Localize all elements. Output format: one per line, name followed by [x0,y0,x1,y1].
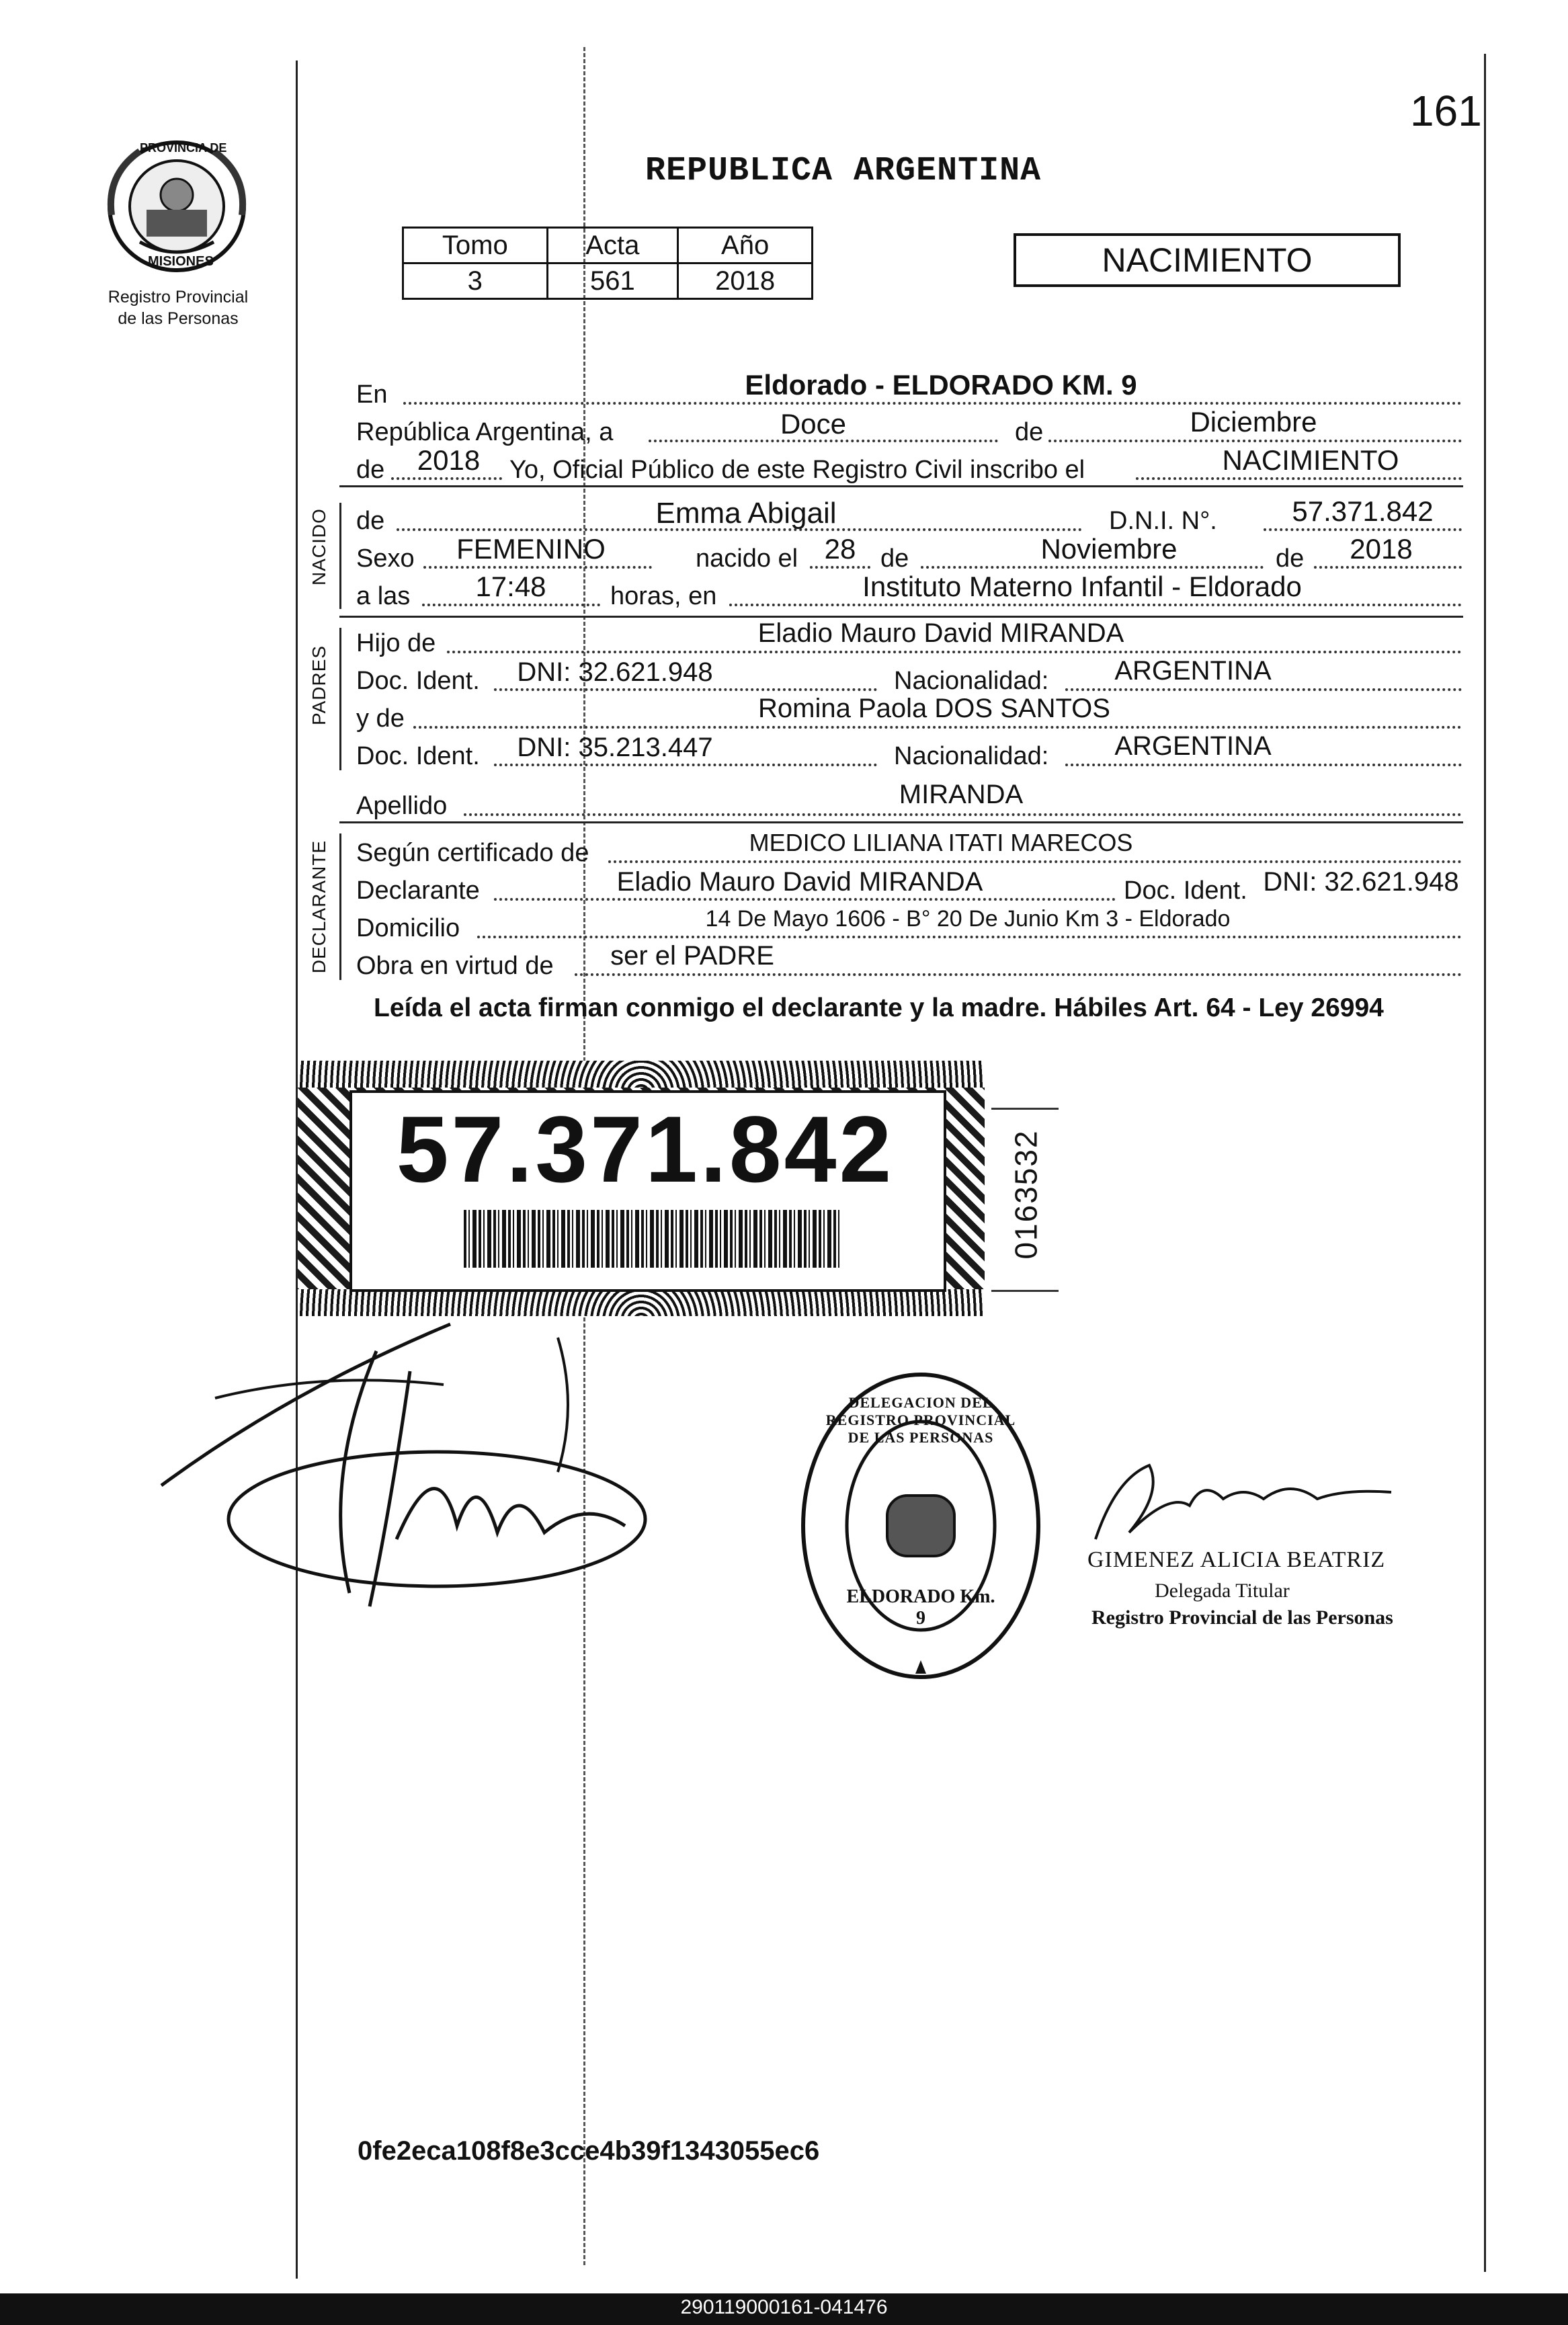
dni-number-large: 57.371.842 [396,1096,895,1202]
dots-mother [413,726,1462,729]
value-mother-nationality: ARGENTINA [1114,731,1272,761]
section-bar-declarante [339,833,341,980]
registry-name-line2: de las Personas [118,309,239,328]
record-type-box: NACIMIENTO [1014,233,1401,287]
label-de-name: de [356,507,385,535]
dots-address [477,936,1462,938]
stamp-inner-text: ELDORADO Km. 9 [846,1586,995,1629]
label-obra: Obra en virtud de [356,952,554,980]
dots-certificate [608,860,1462,863]
value-address: 14 De Mayo 1606 - B° 20 De Junio Km 3 - Eldorado [705,906,1231,932]
value-sex: FEMENINO [456,533,606,565]
label-segun: Según certificado de [356,839,589,867]
section-bar-nacido [339,503,341,609]
dots-sexo [423,566,652,569]
label-domicilio: Domicilio [356,914,460,942]
label-nacionalidad-mother: Nacionalidad: [894,742,1049,770]
dots-year [391,477,502,480]
table-header-tomo: Tomo [403,228,548,263]
label-yo-oficial: Yo, Oficial Público de este Registro Civil inscribo el [509,456,1085,484]
label-doc-father: Doc. Ident. [356,667,480,695]
label-de-birth-month: de [880,544,909,573]
label-de-birth-year: de [1276,544,1305,573]
value-birth-day: 28 [824,533,856,565]
label-y-de: y de [356,704,405,733]
dots-declarant [494,898,1116,901]
dots-birth-place [729,604,1462,606]
value-declarant: Eladio Mauro David MIRANDA [616,867,983,897]
record-reference-table [402,227,813,300]
dots-type [1136,477,1462,480]
value-child-dni: 57.371.842 [1292,495,1434,527]
value-registration-month: Diciembre [1190,406,1317,438]
value-birth-year: 2018 [1350,533,1413,565]
label-nacido-el: nacido el [696,544,798,573]
label-declarante: Declarante [356,876,480,905]
official-signature [1089,1452,1398,1553]
section-label-nacido: NACIDO [308,508,329,585]
declarant-signature [155,1311,679,1620]
label-apellido: Apellido [356,792,448,820]
value-child-name: Emma Abigail [655,497,837,530]
table-value-tomo: 3 [403,263,548,299]
value-surname: MIRANDA [899,780,1024,809]
section-bar-padres [339,628,341,770]
document-hash: 0fe2eca108f8e3cce4b39f1343055ec6 [358,2136,820,2166]
label-hijo-de: Hijo de [356,629,436,657]
stamp-ring-text: DELEGACION DEL REGISTRO PROVINCIAL DE LAS PERSONAS [825,1394,1016,1446]
value-mother-doc: DNI: 35.213.447 [517,733,713,762]
dni-sticker-border-top [298,1061,985,1088]
registry-name-line1: Registro Provincial [108,288,249,307]
dots-mother-nat [1065,764,1462,766]
dots-surname [464,813,1462,816]
value-registration-year: 2018 [417,444,481,476]
label-doc-mother: Doc. Ident. [356,742,480,770]
label-republica: República Argentina, a [356,418,614,446]
value-birth-month: Noviembre [1040,533,1178,565]
dots-day [649,440,998,442]
value-father-nationality: ARGENTINA [1114,656,1272,686]
value-place: Eldorado - ELDORADO KM. 9 [745,369,1137,401]
dots-birth-year [1314,566,1462,569]
dots-father [447,651,1462,653]
divider-2 [339,616,1463,618]
divider-1 [339,485,1463,487]
value-birth-time: 17:48 [475,571,546,602]
closing-note: Leída el acta firman conmigo el declarante y la madre. Hábiles Art. 64 - Ley 26994 [374,993,1384,1022]
table-header-anio: Año [678,228,813,263]
footer-code: 290119000161-041476 [680,2296,888,2318]
dots-reason [575,973,1462,976]
official-name: GIMENEZ ALICIA BEATRIZ [1087,1547,1386,1572]
logo-text-bottom: MISIONES [148,254,214,269]
dni-barcode [464,1210,840,1268]
section-label-declarante: DECLARANTE [308,840,329,974]
label-sexo: Sexo [356,544,415,573]
dots-birth-month [921,566,1264,569]
label-doc-declarant: Doc. Ident. [1124,876,1247,905]
dots-birth-day [810,566,870,569]
official-title: Delegada Titular [1155,1580,1290,1602]
dots-father-nat [1065,688,1462,691]
label-a-las: a las [356,582,411,610]
dots-father-doc [494,688,877,691]
dots-month [1048,440,1462,442]
label-horas-en: horas, en [610,582,717,610]
province-logo [99,134,254,279]
dni-side-code: 0163532 [1008,1129,1044,1260]
right-margin-line [1484,54,1486,2272]
document-title: REPUBLICA ARGENTINA [645,152,1042,190]
dots-dni [1264,528,1462,531]
dots-mother-doc [494,764,877,766]
official-office: Registro Provincial de las Personas [1091,1606,1393,1629]
label-nacionalidad-father: Nacionalidad: [894,667,1049,695]
label-en: En [356,380,388,409]
page-number: 161 [1410,87,1482,135]
divider-3 [339,821,1463,823]
value-reason: ser el PADRE [610,941,774,971]
table-value-acta: 561 [547,263,678,299]
dots-time [422,604,600,606]
label-de-month: de [1015,418,1044,446]
label-de-year: de [356,456,385,484]
value-mother-name: Romina Paola DOS SANTOS [758,694,1110,723]
section-label-padres: PADRES [308,645,329,725]
value-certificate: MEDICO LILIANA ITATI MARECOS [749,829,1133,856]
dni-side-bracket [991,1108,1059,1292]
value-record-type: NACIMIENTO [1222,444,1399,476]
value-birth-place: Instituto Materno Infantil - Eldorado [862,571,1302,602]
value-declarant-doc: DNI: 32.621.948 [1263,867,1459,897]
table-value-anio: 2018 [678,263,813,299]
value-registration-day: Doce [780,408,847,440]
logo-text-top: PROVINCIA DE [140,141,227,155]
label-dni: D.N.I. N°. [1109,507,1217,535]
value-father-name: Eladio Mauro David MIRANDA [757,618,1124,648]
value-father-doc: DNI: 32.621.948 [517,657,713,687]
table-header-acta: Acta [547,228,678,263]
dots-en [403,402,1462,405]
